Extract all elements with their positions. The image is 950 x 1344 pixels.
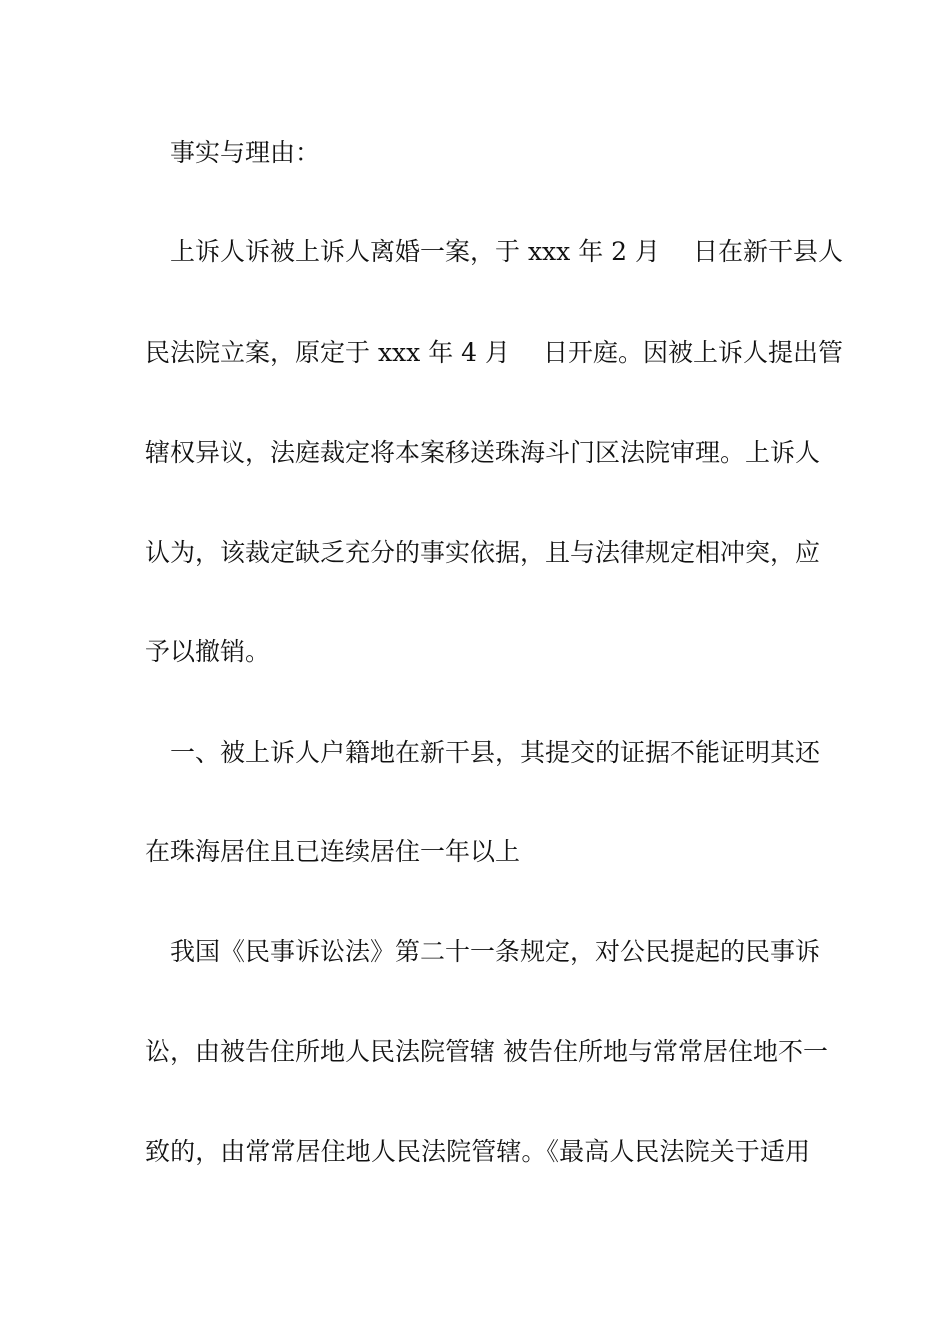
paragraph-line: 民法院立案，原定于 xxx 年 4 月 日开庭。因被上诉人提出管 (145, 338, 843, 367)
paragraph-line: 致的，由常常居住地人民法院管辖。《最高人民法院关于适用 (145, 1137, 810, 1166)
paragraph-line: 认为，该裁定缺乏充分的事实依据，且与法律规定相冲突，应 (145, 538, 821, 567)
subheading-line: 一、被上诉人户籍地在新干县，其提交的证据不能证明其还 (170, 738, 821, 767)
paragraph-line: 上诉人诉被上诉人离婚一案，于 xxx 年 2 月 日在新干县人 (170, 237, 843, 266)
section-heading: 事实与理由： (170, 138, 321, 167)
paragraph-line: 我国《民事诉讼法》第二十一条规定，对公民提起的民事诉 (170, 937, 821, 966)
paragraph-line: 予以撤销。 (145, 637, 271, 666)
subheading-line: 在珠海居住且已连续居住一年以上 (145, 837, 521, 866)
paragraph-line: 辖权异议，法庭裁定将本案移送珠海斗门区法院审理。上诉人 (145, 438, 821, 467)
paragraph-line: 讼，由被告住所地人民法院管辖 被告住所地与常常居住地不一 (145, 1037, 828, 1066)
